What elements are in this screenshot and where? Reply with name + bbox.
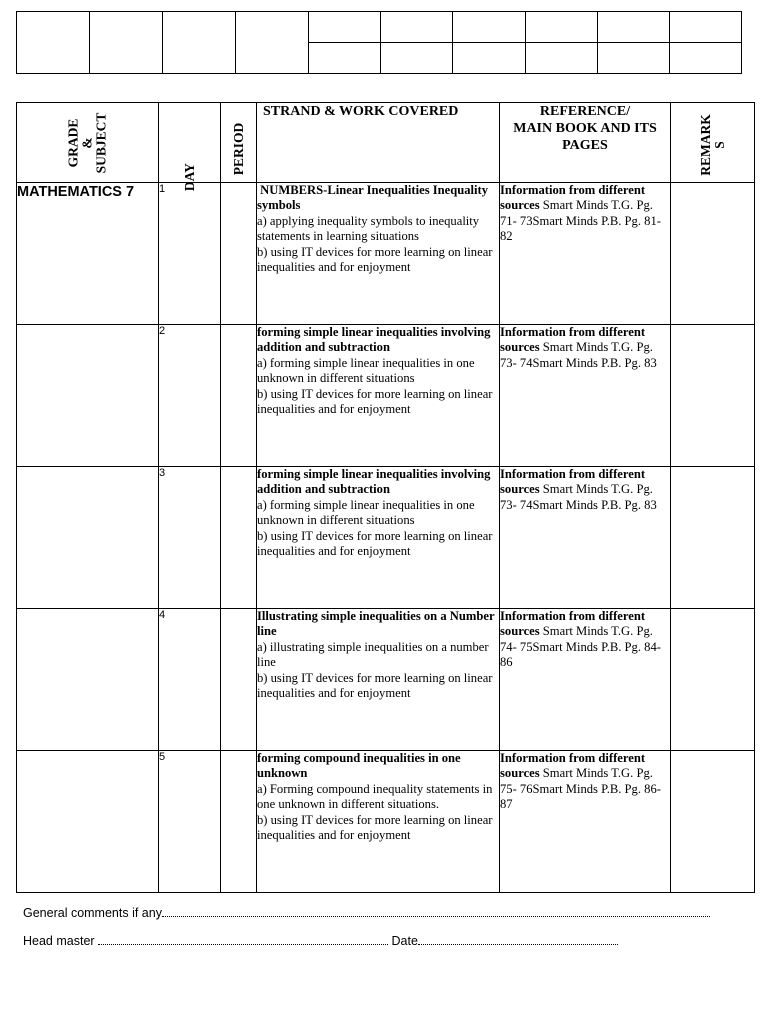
period-cell [221,751,257,893]
day-cell: 2 [159,325,221,467]
reference-pages: Smart Minds T.G. Pg. 75- 76Smart Minds P.B. Pg. 86- 87 [500,766,661,812]
work-title: forming compound inequalities in one unknown [257,751,461,781]
day-cell: 1 [159,183,221,325]
reference-source: Information from different sources [500,467,646,497]
work-cell [257,183,500,325]
subject-cell: MATHEMATICS 7 [17,183,159,325]
header-cell [453,43,526,74]
header-cell [381,43,453,74]
work-item: a) forming simple linear inequalities in one unknown in different situations [257,355,475,386]
work-item: a) illustrating simple inequalities on a number line [257,639,489,670]
work-title: forming simple linear inequalities involving addition and subtraction [257,467,491,497]
reference-source: Information from different sources [500,751,646,781]
general-comments-line [23,904,710,920]
reference-cell [500,609,671,751]
work-title: NUMBERS-Linear Inequalities Inequality symbols [257,183,492,213]
header-cell [453,12,526,43]
column-header-grade-subject [17,103,159,183]
period-cell [221,325,257,467]
header-cell [670,12,742,43]
day-label: DAY [181,162,197,191]
work-item: a) applying inequality symbols to inequality statements in learning situations [257,213,480,244]
day-cell: 4 [159,609,221,751]
column-header-reference [500,103,671,183]
subject-cell [17,467,159,609]
reference-pages: Smart Minds T.G. Pg. 71- 73Smart Minds P.B. Pg. 81-82 [500,198,661,244]
work-cell [257,467,500,609]
reference-source: Information from different sources [500,183,646,213]
remarks-cell [671,751,755,893]
table-row [17,609,755,751]
headmaster-field[interactable] [98,932,388,945]
header-info-grid [16,11,742,74]
remarks-cell [671,183,755,325]
remarks-cell [671,609,755,751]
reference-pages: Smart Minds T.G. Pg. 73- 74Smart Minds P.B. Pg. 83 [500,482,657,512]
header-cell [90,12,163,74]
table-row [17,325,755,467]
work-item: b) using IT devices for more learning on linear inequalities and for enjoyment [257,670,493,701]
scheme-of-work-table [16,102,755,893]
work-title: Illustrating simple inequalities on a Number line [257,609,495,639]
date-label: Date [391,934,418,948]
header-cell [236,12,309,74]
table-row [17,467,755,609]
remarks-cell [671,325,755,467]
header-cell [670,43,742,74]
header-cell [381,12,453,43]
work-cell [257,609,500,751]
signature-line [23,932,618,948]
header-cell [598,12,670,43]
header-cell [17,12,90,74]
header-cell [309,12,381,43]
period-cell [221,467,257,609]
day-cell: 3 [159,467,221,609]
general-comments-field[interactable] [162,904,710,917]
work-cell [257,751,500,893]
strand-label: STRAND & WORK COVERED [263,104,459,119]
column-header-day [159,103,221,191]
reference-label: REFERENCE/ MAIN BOOK AND ITS PAGES [513,104,657,153]
work-item: b) using IT devices for more learning on linear inequalities and for enjoyment [257,244,493,275]
date-field[interactable] [418,932,618,945]
remarks-cell [671,467,755,609]
work-title: forming simple linear inequalities involving addition and subtraction [257,325,491,355]
reference-source: Information from different sources [500,325,646,355]
period-cell [221,609,257,751]
header-cell [309,43,381,74]
headmaster-label: Head master [23,934,95,948]
period-label: PERIOD [230,122,246,176]
reference-pages: Smart Minds T.G. Pg. 74- 75Smart Minds P.B. Pg. 84- 86 [500,624,661,670]
reference-cell [500,183,671,325]
period-cell [221,183,257,325]
work-cell [257,325,500,467]
day-cell: 5 [159,751,221,893]
column-header-period [221,103,257,183]
subject-cell [17,325,159,467]
work-item: a) forming simple linear inequalities in one unknown in different situations [257,497,475,528]
header-cell [526,12,598,43]
work-item: b) using IT devices for more learning on linear inequalities and for enjoyment [257,812,493,843]
work-item: b) using IT devices for more learning on linear inequalities and for enjoyment [257,386,493,417]
work-item: b) using IT devices for more learning on linear inequalities and for enjoyment [257,528,493,559]
work-item: a) Forming compound inequality statements in one unknown in different situations. [257,781,493,812]
grade-subject-label: GRADE & SUBJECT [65,112,109,173]
header-cell [526,43,598,74]
reference-source: Information from different sources [500,609,646,639]
general-comments-label: General comments if any [23,906,162,920]
column-header-strand [257,103,500,183]
table-header-row [17,103,755,183]
column-header-remarks [671,103,755,183]
reference-cell [500,751,671,893]
remarks-label: REMARK S [697,114,727,176]
header-cell [163,12,236,74]
subject-cell [17,609,159,751]
table-row [17,751,755,893]
reference-pages: Smart Minds T.G. Pg. 73- 74Smart Minds P.B. Pg. 83 [500,340,657,370]
header-cell [598,43,670,74]
subject-cell [17,751,159,893]
table-row [17,183,755,325]
reference-cell [500,467,671,609]
reference-cell [500,325,671,467]
